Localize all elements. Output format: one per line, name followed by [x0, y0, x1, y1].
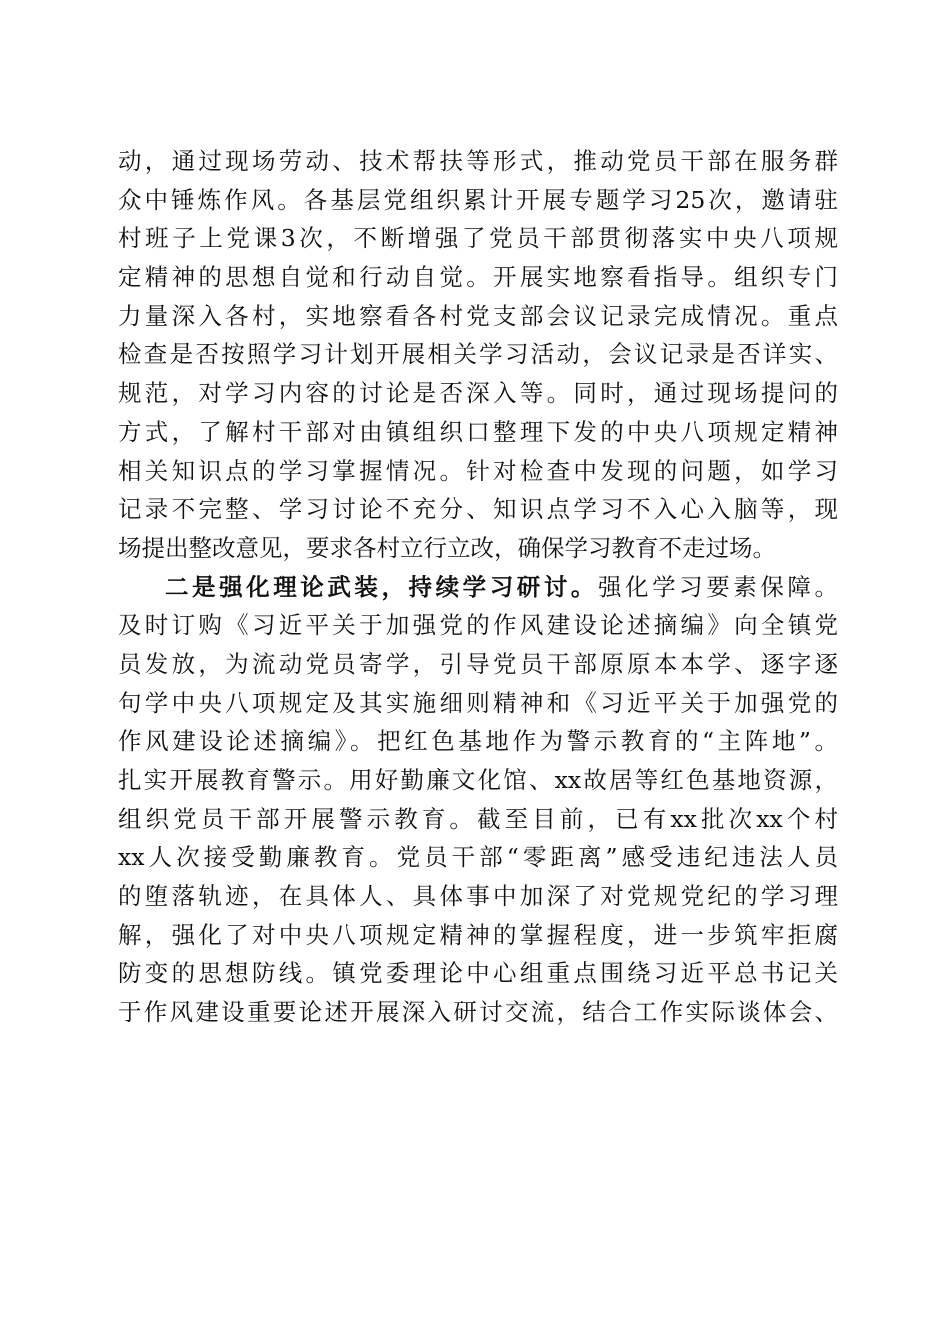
text-line: 句学中央八项规定及其实施细则精神和《习近平关于加强党的	[118, 688, 838, 717]
text-line: 解，强化了对中央八项规定精神的掌握程度，进一步筑牢拒腐	[118, 920, 838, 949]
text-line: 记录不完整、学习讨论不充分、知识点学习不入心入脑等，现	[118, 495, 838, 524]
text-line: 扎实开展教育警示。用好勤廉文化馆、xx故居等红色基地资源，	[118, 766, 838, 794]
text-line: 力量深入各村，实地察看各村党支部会议记录完成情况。重点	[118, 301, 838, 330]
paragraph-heading: 二是强化理论武装，持续学习研讨。	[165, 572, 598, 601]
text-line: 村班子上党课3次，不断增强了党员干部贯彻落实中央八项规	[118, 224, 838, 253]
text-line: 方式，了解村干部对由镇组织口整理下发的中央八项规定精神	[118, 417, 838, 446]
text-line: 防变的思想防线。镇党委理论中心组重点围绕习近平总书记关	[118, 959, 838, 988]
paragraph-heading-rest: 强化学习要素保障。	[598, 572, 838, 601]
text-line: 于作风建设重要论述开展深入研讨交流，结合工作实际谈体会、	[118, 998, 838, 1027]
text-line: 员发放，为流动党员寄学，引导党员干部原原本本学、逐字逐	[118, 649, 838, 678]
text-line: 众中锤炼作风。各基层党组织累计开展专题学习25次，邀请驻	[118, 185, 838, 214]
text-line: 的堕落轨迹，在具体人、具体事中加深了对党规党纪的学习理	[118, 882, 838, 911]
text-line: 动，通过现场劳动、技术帮扶等形式，推动党员干部在服务群	[118, 147, 838, 175]
text-line: 检查是否按照学习计划开展相关学习活动，会议记录是否详实、	[118, 340, 838, 369]
text-line: 相关知识点的学习掌握情况。针对检查中发现的问题，如学习	[118, 456, 838, 485]
paragraph-heading-line	[118, 568, 838, 607]
text-line: 作风建设论述摘编》。把红色基地作为警示教育的“主阵地”。	[118, 727, 838, 756]
text-line: xx人次接受勤廉教育。党员干部“零距离”感受违纪违法人员	[118, 843, 838, 872]
text-line: 及时订购《习近平关于加强党的作风建设论述摘编》向全镇党	[118, 611, 838, 640]
text-line: 组织党员干部开展警示教育。截至目前，已有xx批次xx个村	[118, 804, 838, 833]
document-body	[118, 142, 838, 1032]
text-line: 场提出整改意见，要求各村立行立改，确保学习教育不走过场。	[118, 533, 776, 562]
text-line: 定精神的思想自觉和行动自觉。开展实地察看指导。组织专门	[118, 263, 838, 292]
text-line: 规范，对学习内容的讨论是否深入等。同时，通过现场提问的	[118, 379, 838, 408]
